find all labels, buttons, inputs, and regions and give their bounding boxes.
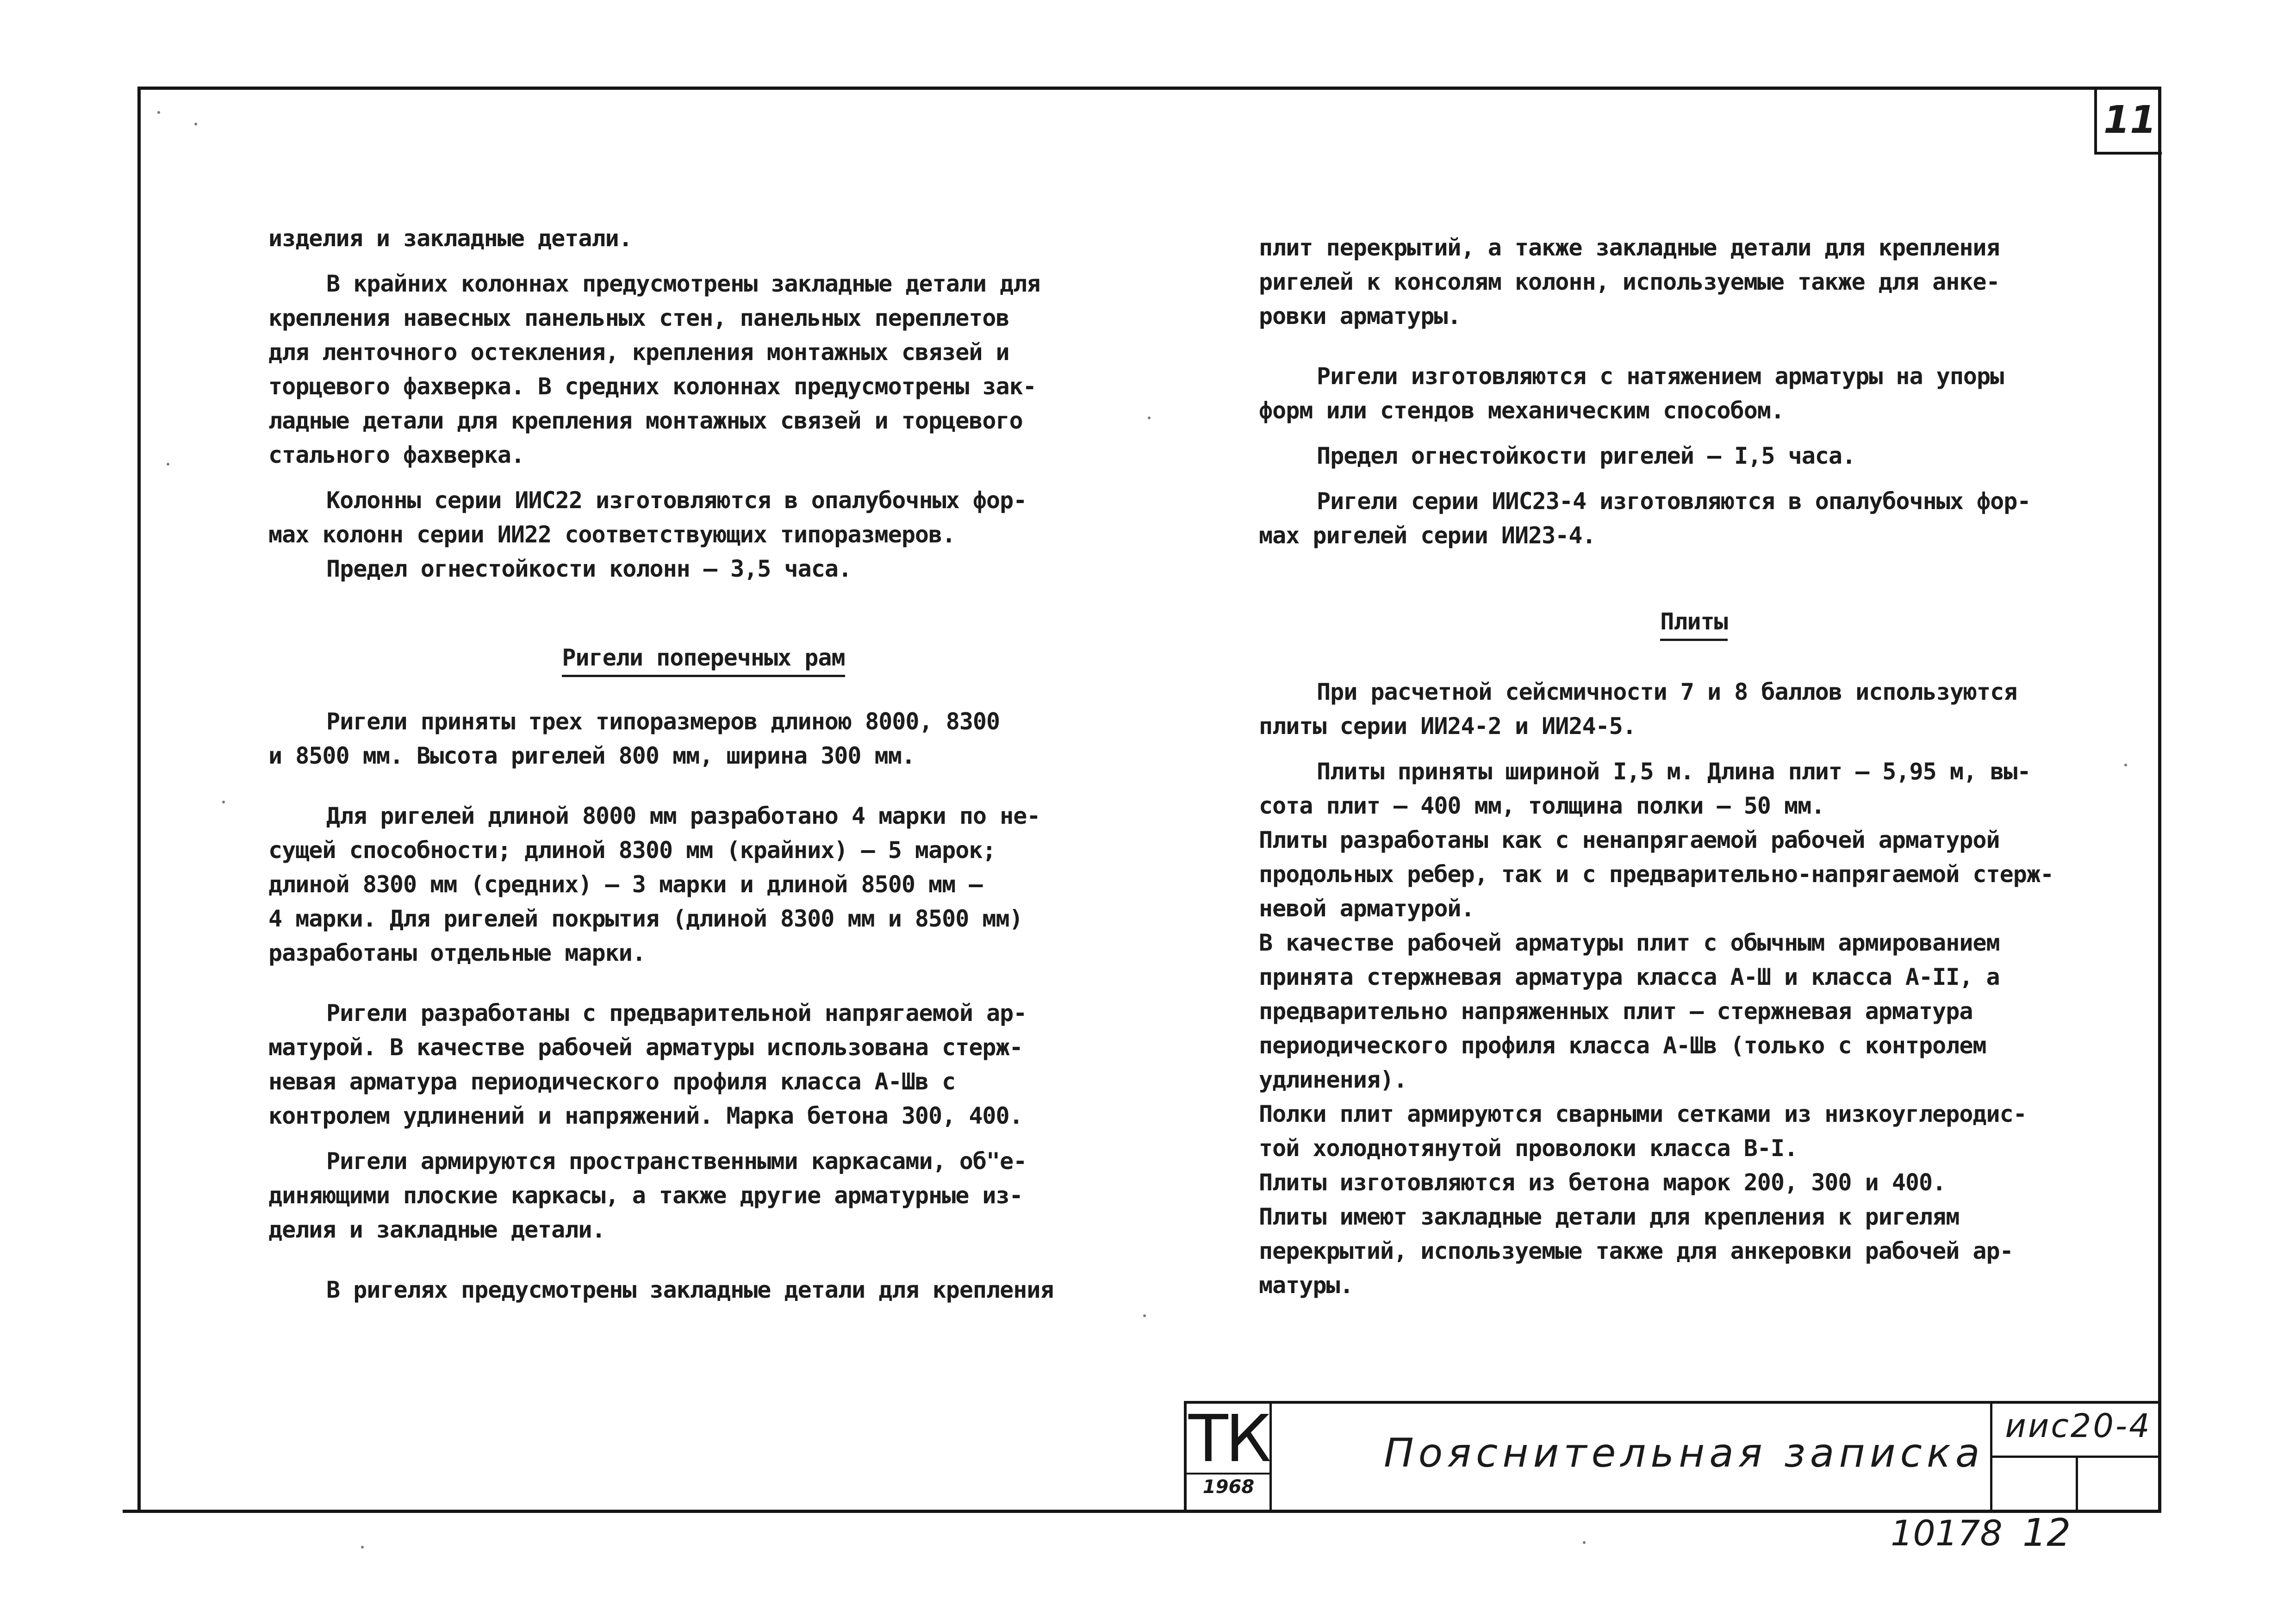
text-line: периодического профиля класса А-Шв (только с контролем bbox=[1259, 1032, 1986, 1059]
year-mark: 1968 bbox=[1202, 1476, 1255, 1498]
frame-right-border bbox=[2158, 87, 2161, 1510]
text-line: Плиты изготовляются из бетона марок 200, 300 и 400. bbox=[1259, 1169, 1946, 1196]
album-number: 10178 bbox=[1891, 1512, 2003, 1554]
document-title: Пояснительная записка bbox=[1384, 1430, 1985, 1476]
text-line: Плиты разработаны как с ненапрягаемой рабочей арматурой bbox=[1259, 827, 2000, 853]
text-line: плиты серии ИИ24-2 и ИИ24-5. bbox=[1259, 713, 1636, 740]
paragraph: В ригелях предусмотрены закладные детали для крепления bbox=[326, 1276, 1054, 1303]
text-line: невая арматура периодического профиля класса А-Шв с bbox=[268, 1068, 956, 1095]
text-line: ладные детали для крепления монтажных связей и торцевого bbox=[268, 407, 1023, 434]
paragraph bbox=[268, 996, 1139, 1133]
text-line: мах ригелей серии ИИ23-4. bbox=[1259, 522, 1596, 549]
text-line: той холоднотянутой проволоки класса В-I. bbox=[1259, 1135, 1798, 1162]
text-line: Плиты имеют закладные детали для крепления к ригелям bbox=[1259, 1203, 1960, 1230]
paragraph bbox=[268, 1144, 1139, 1247]
text-line: Ригели армируются пространственными каркасами, об"е- bbox=[326, 1148, 1027, 1175]
title-block-divider-1 bbox=[1269, 1401, 1272, 1510]
scan-speck bbox=[194, 123, 197, 125]
title-block-top-line bbox=[1184, 1401, 2160, 1404]
page-number: 11 bbox=[2103, 98, 2157, 142]
text-line: стального фахверка. bbox=[268, 442, 524, 468]
paragraph bbox=[268, 483, 1139, 552]
text-line: предварительно напряженных плит – стержневая арматура bbox=[1259, 998, 1973, 1025]
text-line: При расчетной сейсмичности 7 и 8 баллов используются bbox=[1317, 678, 2017, 705]
text-line: контролем удлинений и напряжений. Марка бетона 300, 400. bbox=[268, 1102, 1023, 1129]
right-text-column bbox=[1259, 230, 2129, 1302]
title-block-left-line bbox=[1184, 1401, 1187, 1510]
organization-mark: ТК bbox=[1188, 1401, 1269, 1477]
text-line: матуры. bbox=[1259, 1272, 1353, 1299]
text-line: Полки плит армируются сварными сетками из низкоуглеродис- bbox=[1259, 1101, 2027, 1127]
text-line: ригелей к консолям колонн, используемые также для анке- bbox=[1259, 268, 2000, 295]
text-line: ровки арматуры. bbox=[1259, 303, 1461, 330]
scan-speck bbox=[1148, 417, 1151, 419]
scan-speck bbox=[2124, 764, 2127, 766]
scan-speck bbox=[361, 1546, 364, 1549]
section-heading bbox=[1259, 604, 2129, 639]
scan-speck bbox=[1143, 1314, 1146, 1317]
text-line: 4 марки. Для ригелей покрытия (длиной 8300 мм и 8500 мм) bbox=[268, 905, 1023, 932]
scan-speck bbox=[222, 801, 225, 803]
text-line: Ригели изготовляются с натяжением арматуры на упоры bbox=[1317, 363, 2004, 390]
paragraph bbox=[268, 799, 1139, 970]
text-line: сота плит – 400 мм, толщина полки – 50 мм. bbox=[1259, 792, 1825, 819]
text-line: плит перекрытий, а также закладные детали для крепления bbox=[1259, 234, 2000, 261]
sheet-number: 12 bbox=[2022, 1511, 2071, 1555]
text-line: мах колонн серии ИИ22 соответствующих типоразмеров. bbox=[268, 521, 956, 548]
paragraph bbox=[1259, 359, 2129, 428]
text-line: сущей способности; длиной 8300 мм (крайних) – 5 марок; bbox=[268, 837, 996, 864]
text-line: перекрытий, используемые также для анкеровки рабочей ар- bbox=[1259, 1238, 2013, 1264]
text-line: Плиты приняты шириной I,5 м. Длина плит – 5,95 м, вы- bbox=[1317, 758, 2031, 785]
text-line: диняющими плоские каркасы, а также другие арматурные из- bbox=[268, 1182, 1023, 1209]
paragraph bbox=[1259, 754, 2129, 1302]
text-line: и 8500 мм. Высота ригелей 800 мм, ширина 300 мм. bbox=[268, 742, 915, 769]
scan-speck bbox=[157, 111, 160, 114]
text-line: крепления навесных панельных стен, панельных переплетов bbox=[268, 305, 1009, 331]
paragraph bbox=[1259, 675, 2129, 743]
text-line: для ленточного остекления, крепления монтажных связей и bbox=[268, 339, 1009, 366]
paragraph: изделия и закладные детали. bbox=[268, 225, 632, 252]
text-line: В крайних колоннах предусмотрены закладные детали для bbox=[326, 270, 1040, 297]
text-line: Ригели приняты трех типоразмеров длиною 8000, 8300 bbox=[326, 708, 1000, 735]
title-block-series-underline bbox=[1990, 1456, 2160, 1458]
text-line: делия и закладные детали. bbox=[268, 1216, 605, 1243]
text-line: матурой. В качестве рабочей арматуры использована стерж- bbox=[268, 1034, 1023, 1061]
scan-speck bbox=[167, 463, 169, 466]
text-line: Ригели серии ИИС23-4 изготовляются в опалубочных фор- bbox=[1317, 488, 2031, 515]
series-code: иис20-4 bbox=[2005, 1407, 2152, 1445]
paragraph bbox=[268, 267, 1139, 472]
frame-left-border bbox=[137, 87, 141, 1510]
section-heading bbox=[268, 641, 1139, 675]
frame-bottom-border bbox=[123, 1510, 2161, 1513]
text-line: принята стержневая арматура класса А-Ш и класса А-II, а bbox=[1259, 964, 2000, 990]
scan-speck bbox=[1583, 1541, 1586, 1544]
text-line: удлинения). bbox=[1259, 1066, 1407, 1093]
paragraph: Предел огнестойкости ригелей – I,5 часа. bbox=[1317, 442, 1856, 469]
paragraph bbox=[1259, 230, 2129, 333]
text-line: форм или стендов механическим способом. bbox=[1259, 397, 1784, 424]
text-line: торцевого фахверка. В средних колоннах предусмотрены зак- bbox=[268, 373, 1036, 400]
text-line: В качестве рабочей арматуры плит с обычным армированием bbox=[1259, 929, 2000, 956]
section-heading-text: Плиты bbox=[1660, 608, 1728, 641]
paragraph bbox=[1259, 484, 2129, 553]
text-line: Для ригелей длиной 8000 мм разработано 4 марки по не- bbox=[326, 803, 1040, 829]
left-text-column bbox=[268, 221, 1139, 1307]
paragraph bbox=[268, 704, 1139, 773]
section-heading-text: Ригели поперечных рам bbox=[562, 644, 845, 677]
frame-top-border bbox=[137, 87, 2161, 90]
text-line: Колонны серии ИИС22 изготовляются в опалубочных фор- bbox=[326, 487, 1027, 514]
text-line: длиной 8300 мм (средних) – 3 марки и длиной 8500 мм – bbox=[268, 871, 983, 898]
text-line: разработаны отдельные марки. bbox=[268, 940, 646, 966]
text-line: продольных ребер, так и с предварительно-напрягаемой стерж- bbox=[1259, 861, 2054, 888]
text-line: Ригели разработаны с предварительной напрягаемой ар- bbox=[326, 1000, 1027, 1027]
title-block-small-divider bbox=[2076, 1456, 2078, 1510]
text-line: невой арматурой. bbox=[1259, 895, 1475, 922]
paragraph: Предел огнестойкости колонн – 3,5 часа. bbox=[326, 555, 852, 582]
